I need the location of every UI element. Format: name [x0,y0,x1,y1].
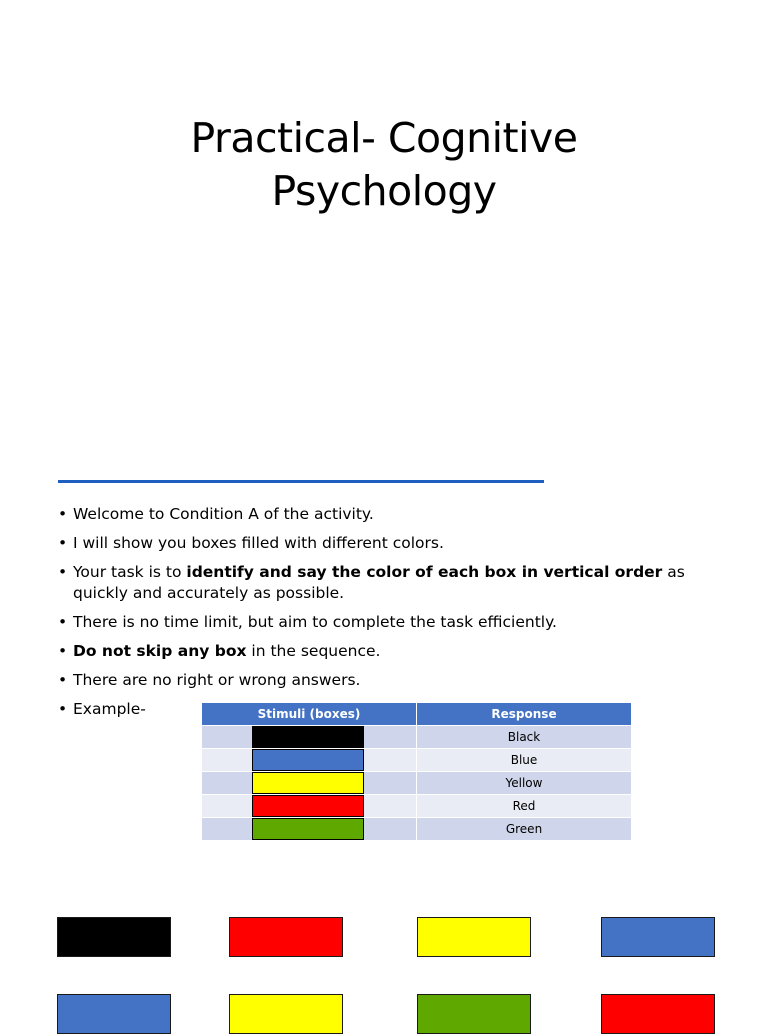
stimulus-tile [57,994,171,1034]
bullet-boxes: • I will show you boxes filled with different colors. [58,533,738,554]
no-skip-emphasis: Do not skip any box [73,642,247,660]
stimulus-tile [601,917,715,957]
bullet-time-limit: • There is no time limit, but aim to complete the task efficiently. [58,612,738,633]
stimulus-tile [601,994,715,1034]
color-swatch [252,726,364,748]
title-line-1: Practical- Cognitive [190,114,578,162]
response-cell: Black [417,726,632,749]
color-swatch [252,795,364,817]
stimulus-tile [417,917,531,957]
table-header-row [202,703,632,726]
table-row [202,795,632,818]
stimulus-cell [202,795,417,818]
bullet-welcome: • Welcome to Condition A of the activity. [58,504,738,525]
stimulus-cell [202,749,417,772]
table-row [202,726,632,749]
response-cell: Red [417,795,632,818]
table-row [202,772,632,795]
response-cell: Yellow [417,772,632,795]
example-table [201,702,632,841]
header-response: Response [417,703,632,726]
bullet-example: • Example- [58,699,738,720]
stimulus-cell [202,726,417,749]
bullet-no-wrong: • There are no right or wrong answers. [58,670,738,691]
stimulus-cell [202,772,417,795]
response-cell: Green [417,818,632,841]
color-swatch [252,772,364,794]
response-cell: Blue [417,749,632,772]
bullet-no-skip: • Do not skip any box in the sequence. [58,641,738,662]
instructions-list [58,504,738,728]
divider-line [58,480,544,483]
color-swatch [252,818,364,840]
stimulus-tile [417,994,531,1034]
stimulus-tile [57,917,171,957]
stimulus-cell [202,818,417,841]
table-row [202,749,632,772]
stimulus-tile [229,917,343,957]
bullet-task: • Your task is to identify and say the color of each box in vertical order as quickly and accurately as possible. [58,562,738,604]
stimulus-tile [229,994,343,1034]
title-line-2: Psychology [271,167,497,215]
table-row [202,818,632,841]
slide-title [0,112,768,218]
header-stimuli: Stimuli (boxes) [202,703,417,726]
color-swatch [252,749,364,771]
task-emphasis: identify and say the color of each box in vertical order [186,563,663,581]
